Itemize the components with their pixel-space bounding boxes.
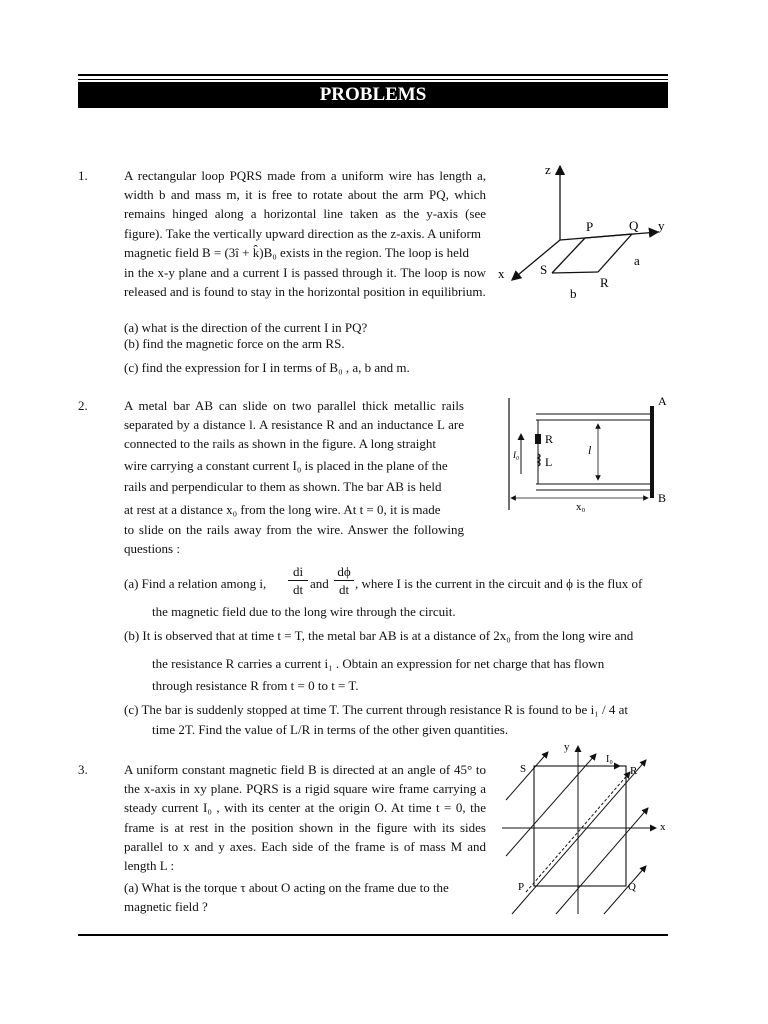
problem-2-figure bbox=[498, 394, 673, 516]
problem-2-part-a-pre: (a) Find a relation among i, bbox=[124, 576, 267, 591]
top-rule-thick bbox=[78, 74, 668, 76]
problem-3-part-a: (a) What is the torque τ about O acting on the frame due to the magnetic field ? bbox=[124, 880, 449, 914]
problem-3-text: A uniform constant magnetic field B is directed at an angle of 45° to the x-axis in xy plane. PQRS is a rigid square wire frame carrying a steady current I₀ , with its center at the origin O. At time t = 0, the frame is at rest in the position shown in the figure with its sides parallel to x and y axes. Each side of the frame is of mass M and length L : bbox=[124, 762, 486, 874]
problem-2-part-c-2: time 2T. Find the value of L/R in terms of the other given quantities. bbox=[152, 722, 509, 737]
problem-1-figure bbox=[490, 160, 680, 310]
problem-1-number: 1. bbox=[78, 168, 88, 183]
problem-1-part-b: (b) find the magnetic force on the arm RS. bbox=[124, 336, 345, 351]
problem-1-part-a: (a) what is the direction of the current I in PQ? bbox=[124, 320, 368, 335]
problem-2-line-6: at rest at a distance x₀ from the long wire. At t = 0, it is made bbox=[124, 502, 441, 517]
field-lines bbox=[506, 752, 648, 914]
loop-side-sr bbox=[552, 272, 598, 273]
resistor-r bbox=[535, 434, 541, 444]
bottom-rule bbox=[78, 934, 668, 936]
label-p: P bbox=[518, 881, 525, 893]
section-title: PROBLEMS bbox=[78, 82, 668, 108]
label-a: a bbox=[634, 253, 640, 268]
label-resistance: R bbox=[545, 432, 554, 446]
label-r: R bbox=[600, 275, 609, 290]
problem-2-line-7: to slide on the rails away from the wire. Answer the following questions : bbox=[124, 522, 464, 557]
label-y: y bbox=[564, 741, 570, 753]
label-r: R bbox=[630, 765, 638, 777]
problem-2-part-c-1: (c) The bar is suddenly stopped at time T. The current through resistance R is found to be i₁ / 4 at bbox=[124, 702, 628, 717]
problem-2-part-b-3: through resistance R from t = 0 to t = T. bbox=[152, 678, 359, 693]
problem-2-part-a-post: , where I is the current in the circuit and ϕ is the flux of bbox=[355, 576, 643, 591]
fraction-di-den: dt bbox=[292, 582, 304, 597]
problem-2-number: 2. bbox=[78, 398, 88, 413]
square-frame bbox=[534, 766, 626, 886]
label-q: Q bbox=[628, 881, 636, 893]
problem-2-part-b-2: the resistance R carries a current i₁ . Obtain an expression for net charge that has flown bbox=[152, 656, 605, 671]
problem-2-line-4: wire carrying a constant current I₀ is placed in the plane of the bbox=[124, 458, 448, 473]
label-distance: x₀ bbox=[576, 501, 586, 513]
fraction-dphi-dt bbox=[334, 563, 354, 598]
problem-2-line-5: rails and perpendicular to them as shown. The bar AB is held bbox=[124, 479, 442, 494]
word-and: and bbox=[310, 576, 329, 591]
label-a-point: A bbox=[658, 394, 667, 408]
problem-1-part-c: (c) find the expression for I in terms of B₀ , a, b and m. bbox=[124, 360, 410, 375]
problem-1-text: A rectangular loop PQRS made from a uniform wire has length a, width b and mass m, it is free to rotate about the arm PQ, which remains hinged along a horizontal line taken as the y-axis (see figure). Take the vertically upward direction as the z-axis. A uniform bbox=[124, 168, 486, 241]
fraction-di-num: di bbox=[288, 563, 308, 581]
loop-side-pq bbox=[585, 234, 632, 238]
label-x: x bbox=[660, 821, 666, 833]
label-z: z bbox=[545, 162, 551, 177]
label-current: I₀ bbox=[606, 754, 613, 765]
problem-2-text: A metal bar AB can slide on two parallel thick metallic rails separated by a distance l. A resistance R and an inductance L are connected to the rails as shown in the figure. A long straight bbox=[124, 398, 464, 452]
label-b-point: B bbox=[658, 491, 667, 505]
fraction-di-dt bbox=[288, 563, 308, 598]
label-p: P bbox=[586, 219, 594, 234]
label-b: b bbox=[570, 286, 577, 301]
x-axis bbox=[512, 240, 560, 280]
label-q: Q bbox=[629, 218, 639, 233]
loop-side-qr bbox=[598, 234, 632, 272]
problem-1-text-2: in the x-y plane and a current I is passed through it. The loop is now released and is found to stay in the horizontal position in equilibrium. bbox=[124, 265, 486, 300]
problem-2-part-a-2: the magnetic field due to the long wire through the circuit. bbox=[152, 604, 456, 619]
problem-2-part-b-1: (b) It is observed that at time t = T, the metal bar AB is at a distance of 2x₀ from the long wire and bbox=[124, 628, 634, 643]
label-inductance: L bbox=[545, 455, 553, 469]
label-y: y bbox=[658, 218, 665, 233]
label-s: S bbox=[540, 262, 548, 277]
problem-1-field-line: magnetic field B = (3î + k̂)B₀ exists in the region. The loop is held bbox=[124, 245, 469, 260]
metal-bar-ab bbox=[650, 406, 654, 498]
problem-3-number: 3. bbox=[78, 762, 88, 777]
problem-3-figure bbox=[496, 738, 678, 918]
label-current: I₀ bbox=[513, 450, 520, 460]
label-x: x bbox=[498, 266, 505, 281]
fraction-dphi-num: dϕ bbox=[334, 563, 354, 581]
top-rule-thin bbox=[78, 79, 668, 80]
fraction-dphi-den: dt bbox=[338, 582, 350, 597]
label-s: S bbox=[520, 763, 527, 775]
label-separation: l bbox=[588, 443, 592, 457]
